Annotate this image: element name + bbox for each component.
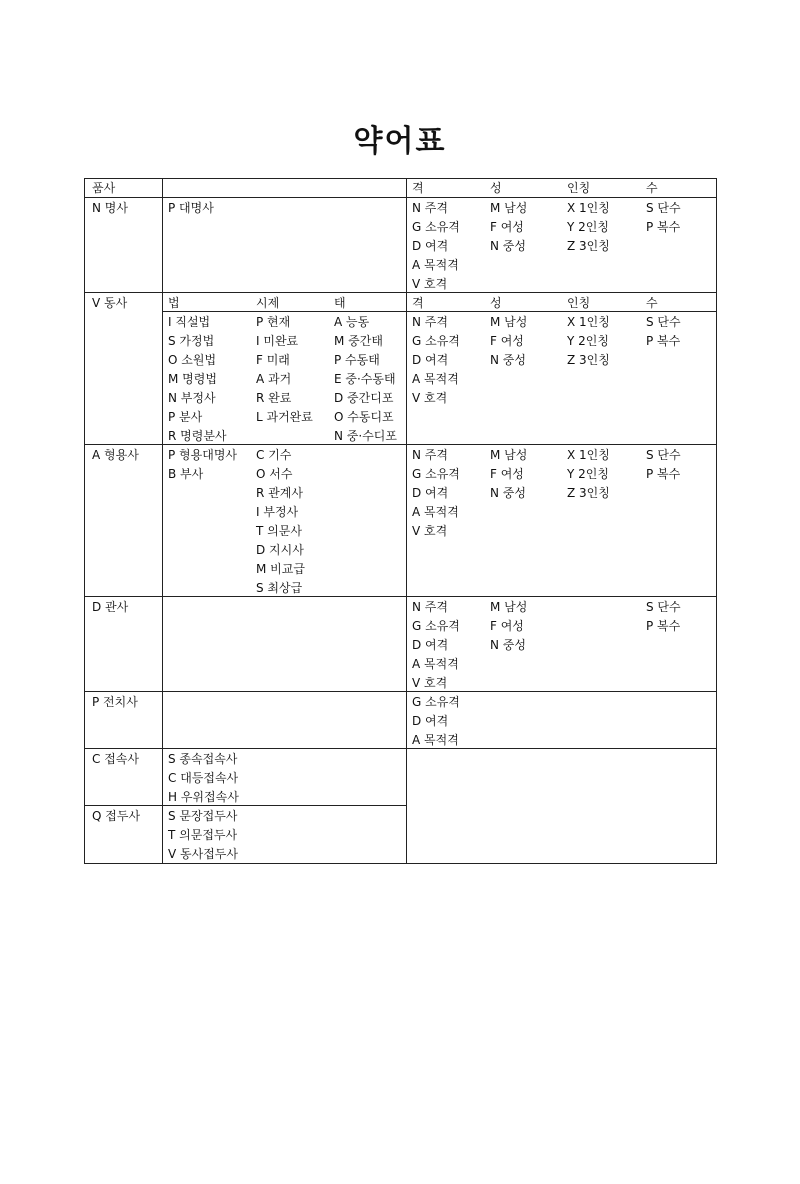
noun-case-item: G 소유격: [412, 220, 460, 234]
verb-gender-header: 성: [490, 296, 502, 310]
adjective-case-item: A 목적격: [412, 505, 459, 519]
noun-gender-item: N 중성: [490, 239, 526, 253]
verb-tense-item: L 과거완료: [256, 410, 313, 424]
verb-pos: V 동사: [92, 296, 128, 310]
verb-mood-list: [168, 313, 227, 446]
verb-person-item: Z 3인칭: [567, 353, 610, 367]
article-case-item: N 주격: [412, 600, 448, 614]
noun-sub-item: P 대명사: [168, 201, 214, 215]
conjunction-pos: C 접속사: [92, 752, 139, 766]
adjective-person-item: Y 2인칭: [567, 467, 609, 481]
noun-gender-list: [490, 199, 527, 256]
verb-mood-header: 법: [168, 296, 180, 310]
verb-mood-item: N 부정사: [168, 391, 216, 405]
verb-person-item: Y 2인칭: [567, 334, 609, 348]
noun-sub: [168, 199, 214, 218]
noun-case-list: [412, 199, 460, 294]
adjective-sub2-item: T 의문사: [256, 524, 302, 538]
adjective-case-item: G 소유격: [412, 467, 460, 481]
adjective-sub2-item: R 관계사: [256, 486, 303, 500]
verb-case-item: A 목적격: [412, 372, 459, 386]
adjective-gender-item: N 중성: [490, 486, 526, 500]
adjective-pos: A 형용사: [92, 448, 139, 462]
adjective-person-list: [567, 446, 610, 503]
header-case: 격: [412, 181, 424, 195]
noun-case-item: N 주격: [412, 201, 448, 215]
particle-sub-item: S 문장접두사: [168, 809, 238, 823]
verb-case-header: 격: [412, 296, 424, 310]
adjective-number-item: P 복수: [646, 467, 681, 481]
adjective-sub2-list: [256, 446, 305, 598]
verb-voice-item: P 수동태: [334, 353, 380, 367]
article-case-item: A 목적격: [412, 657, 459, 671]
noun-person-list: [567, 199, 610, 256]
conjunction-sub-item: S 종속접속사: [168, 752, 238, 766]
verb-tense-list: [256, 313, 313, 427]
conjunction-sub-item: H 우위접속사: [168, 790, 239, 804]
verb-mood-item: O 소원법: [168, 353, 217, 367]
verb-mood-item: S 가정법: [168, 334, 215, 348]
verb-case-item: V 호격: [412, 391, 448, 405]
adjective-case-item: D 여격: [412, 486, 449, 500]
adjective-case-list: [412, 446, 460, 541]
noun-person-item: Z 3인칭: [567, 239, 610, 253]
noun-pos: N 명사: [92, 201, 128, 215]
verb-voice-item: M 중간태: [334, 334, 383, 348]
verb-number-item: P 복수: [646, 334, 681, 348]
particle-sub-item: V 동사접두사: [168, 847, 238, 861]
verb-tense-item: I 미완료: [256, 334, 299, 348]
header-number: 수: [646, 181, 658, 195]
article-gender-item: M 남성: [490, 600, 528, 614]
verb-voice-item: O 수동디포: [334, 410, 394, 424]
adjective-sub1-item: B 부사: [168, 467, 204, 481]
particle-sub-list: [168, 807, 238, 864]
verb-mood-item: I 직설법: [168, 315, 211, 329]
noun-number-item: P 복수: [646, 220, 681, 234]
verb-tense-item: P 현재: [256, 315, 291, 329]
noun-case-item: D 여격: [412, 239, 449, 253]
particle-pos: Q 접두사: [92, 809, 141, 823]
adjective-sub2-item: C 기수: [256, 448, 292, 462]
preposition-case-item: G 소유격: [412, 695, 460, 709]
adjective-number-list: [646, 446, 681, 484]
verb-case-item: G 소유격: [412, 334, 460, 348]
article-number-list: [646, 598, 681, 636]
adjective-gender-item: M 남성: [490, 448, 528, 462]
noun-case-item: V 호격: [412, 277, 448, 291]
article-case-item: D 여격: [412, 638, 449, 652]
article-gender-item: N 중성: [490, 638, 526, 652]
adjective-sub1-list: [168, 446, 237, 484]
verb-person-list: [567, 313, 610, 370]
article-gender-item: F 여성: [490, 619, 524, 633]
adjective-case-item: V 호격: [412, 524, 448, 538]
article-number-item: S 단수: [646, 600, 681, 614]
adjective-person-item: X 1인칭: [567, 448, 610, 462]
adjective-sub2-item: D 지시사: [256, 543, 304, 557]
adjective-sub1-item: P 형용대명사: [168, 448, 238, 462]
verb-voice-item: E 중·수동태: [334, 372, 396, 386]
verb-case-list: [412, 313, 460, 408]
verb-tense-item: R 완료: [256, 391, 292, 405]
header-person: 인칭: [567, 181, 591, 195]
verb-gender-item: N 중성: [490, 353, 526, 367]
noun-gender-item: M 남성: [490, 201, 528, 215]
verb-person-header: 인칭: [567, 296, 591, 310]
article-case-item: V 호격: [412, 676, 448, 690]
verb-tense-header: 시제: [256, 296, 280, 310]
header-gender: 성: [490, 181, 502, 195]
verb-gender-list: [490, 313, 527, 370]
noun-number-list: [646, 199, 681, 237]
adjective-number-item: S 단수: [646, 448, 681, 462]
noun-case-item: A 목적격: [412, 258, 459, 272]
adjective-gender-item: F 여성: [490, 467, 524, 481]
preposition-case-list: [412, 693, 460, 750]
article-case-list: [412, 598, 460, 693]
article-number-item: P 복수: [646, 619, 681, 633]
preposition-case-item: A 목적격: [412, 733, 459, 747]
verb-case-item: D 여격: [412, 353, 449, 367]
conjunction-sub-item: C 대등접속사: [168, 771, 239, 785]
adjective-sub2-item: M 비교급: [256, 562, 305, 576]
verb-number-header: 수: [646, 296, 658, 310]
preposition-case-item: D 여격: [412, 714, 449, 728]
article-case-item: G 소유격: [412, 619, 460, 633]
verb-voice-item: N 중·수디포: [334, 429, 397, 443]
verb-mood-item: M 명령법: [168, 372, 217, 386]
verb-gender-item: M 남성: [490, 315, 528, 329]
adjective-case-item: N 주격: [412, 448, 448, 462]
adjective-sub2-item: I 부정사: [256, 505, 299, 519]
verb-gender-item: F 여성: [490, 334, 524, 348]
verb-number-item: S 단수: [646, 315, 681, 329]
noun-person-item: X 1인칭: [567, 201, 610, 215]
verb-voice-item: D 중간디포: [334, 391, 394, 405]
verb-tense-item: F 미래: [256, 353, 290, 367]
conjunction-sub-list: [168, 750, 239, 807]
noun-gender-item: F 여성: [490, 220, 524, 234]
adjective-sub2-item: O 서수: [256, 467, 293, 481]
verb-mood-item: P 분사: [168, 410, 203, 424]
verb-person-item: X 1인칭: [567, 315, 610, 329]
article-gender-list: [490, 598, 527, 655]
adjective-person-item: Z 3인칭: [567, 486, 610, 500]
verb-case-item: N 주격: [412, 315, 448, 329]
verb-mood-item: R 명령분사: [168, 429, 227, 443]
adjective-sub2-item: S 최상급: [256, 581, 303, 595]
preposition-pos: P 전치사: [92, 695, 138, 709]
noun-number-item: S 단수: [646, 201, 681, 215]
adjective-gender-list: [490, 446, 527, 503]
verb-voice-list: [334, 313, 397, 446]
abbreviation-table: [84, 178, 717, 864]
verb-number-list: [646, 313, 681, 351]
noun-person-item: Y 2인칭: [567, 220, 609, 234]
verb-voice-item: A 능동: [334, 315, 370, 329]
verb-tense-item: A 과거: [256, 372, 292, 386]
verb-voice-header: 태: [334, 296, 346, 310]
header-pos: 품사: [92, 181, 116, 195]
particle-sub-item: T 의문접두사: [168, 828, 238, 842]
page-title: 약어표: [353, 124, 447, 159]
article-pos: D 관사: [92, 600, 129, 614]
